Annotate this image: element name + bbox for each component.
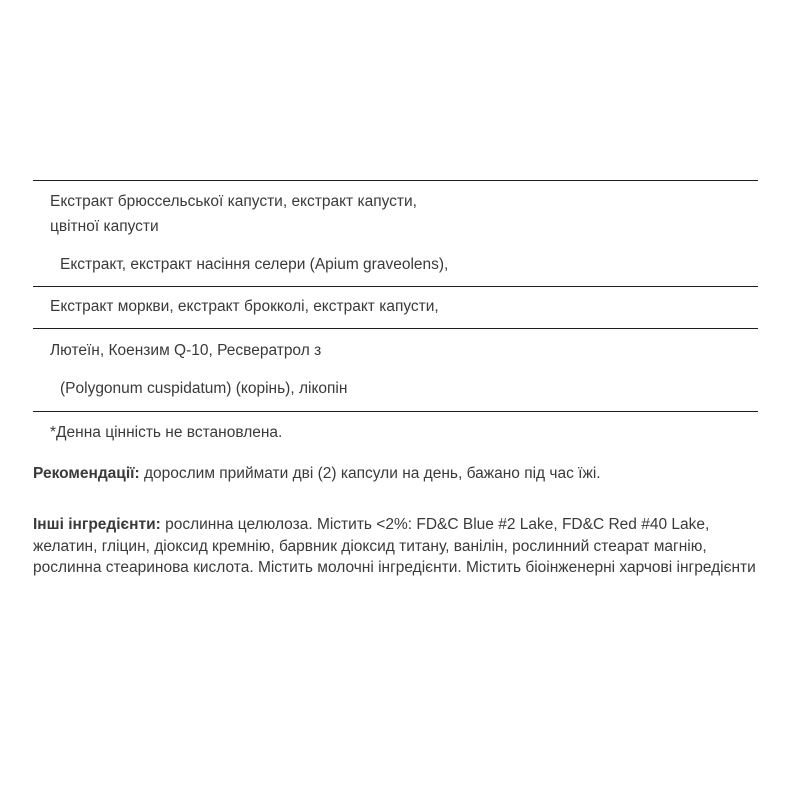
row-line: Екстракт, екстракт насіння селери (Apium graveolens), bbox=[60, 256, 449, 273]
row-line: Екстракт брюссельської капусти, екстракт капусти, bbox=[50, 193, 417, 210]
recommendations-label: Рекомендації: bbox=[33, 465, 140, 482]
other-ingredients-text: рослинна целюлоза. Містить <2%: FD&C Blue #2 Lake, FD&C Red #40 Lake, желатин, гліцин, діоксид кремнію, барвник діоксид титану, ванілін, рослинний стеарат магнію, рослинна стеаринова кислота. Містить молочні інгредієнти. Містить біоінженерні харчові інгредієнти bbox=[33, 516, 756, 576]
table-row bbox=[33, 181, 758, 286]
table-row bbox=[33, 329, 758, 411]
row-line: (Polygonum cuspidatum) (корінь), лікопін bbox=[60, 380, 348, 397]
table-bottom-rule bbox=[33, 411, 758, 412]
other-ingredients-paragraph bbox=[33, 514, 763, 579]
recommendations-text: дорослим приймати дві (2) капсули на день, бажано під час їжі. bbox=[139, 465, 601, 482]
row-line: Лютеїн, Коензим Q-10, Ресвератрол з bbox=[50, 342, 322, 359]
row-line: Екстракт моркви, екстракт брокколі, екстракт капусти, bbox=[50, 298, 439, 315]
ingredients-table bbox=[33, 180, 758, 412]
table-row bbox=[33, 287, 758, 328]
footnote: *Денна цінність не встановлена. bbox=[50, 424, 283, 441]
recommendations-paragraph bbox=[33, 463, 763, 485]
row-line: цвітної капусти bbox=[50, 218, 159, 235]
other-ingredients-label: Інші інгредієнти: bbox=[33, 516, 161, 533]
